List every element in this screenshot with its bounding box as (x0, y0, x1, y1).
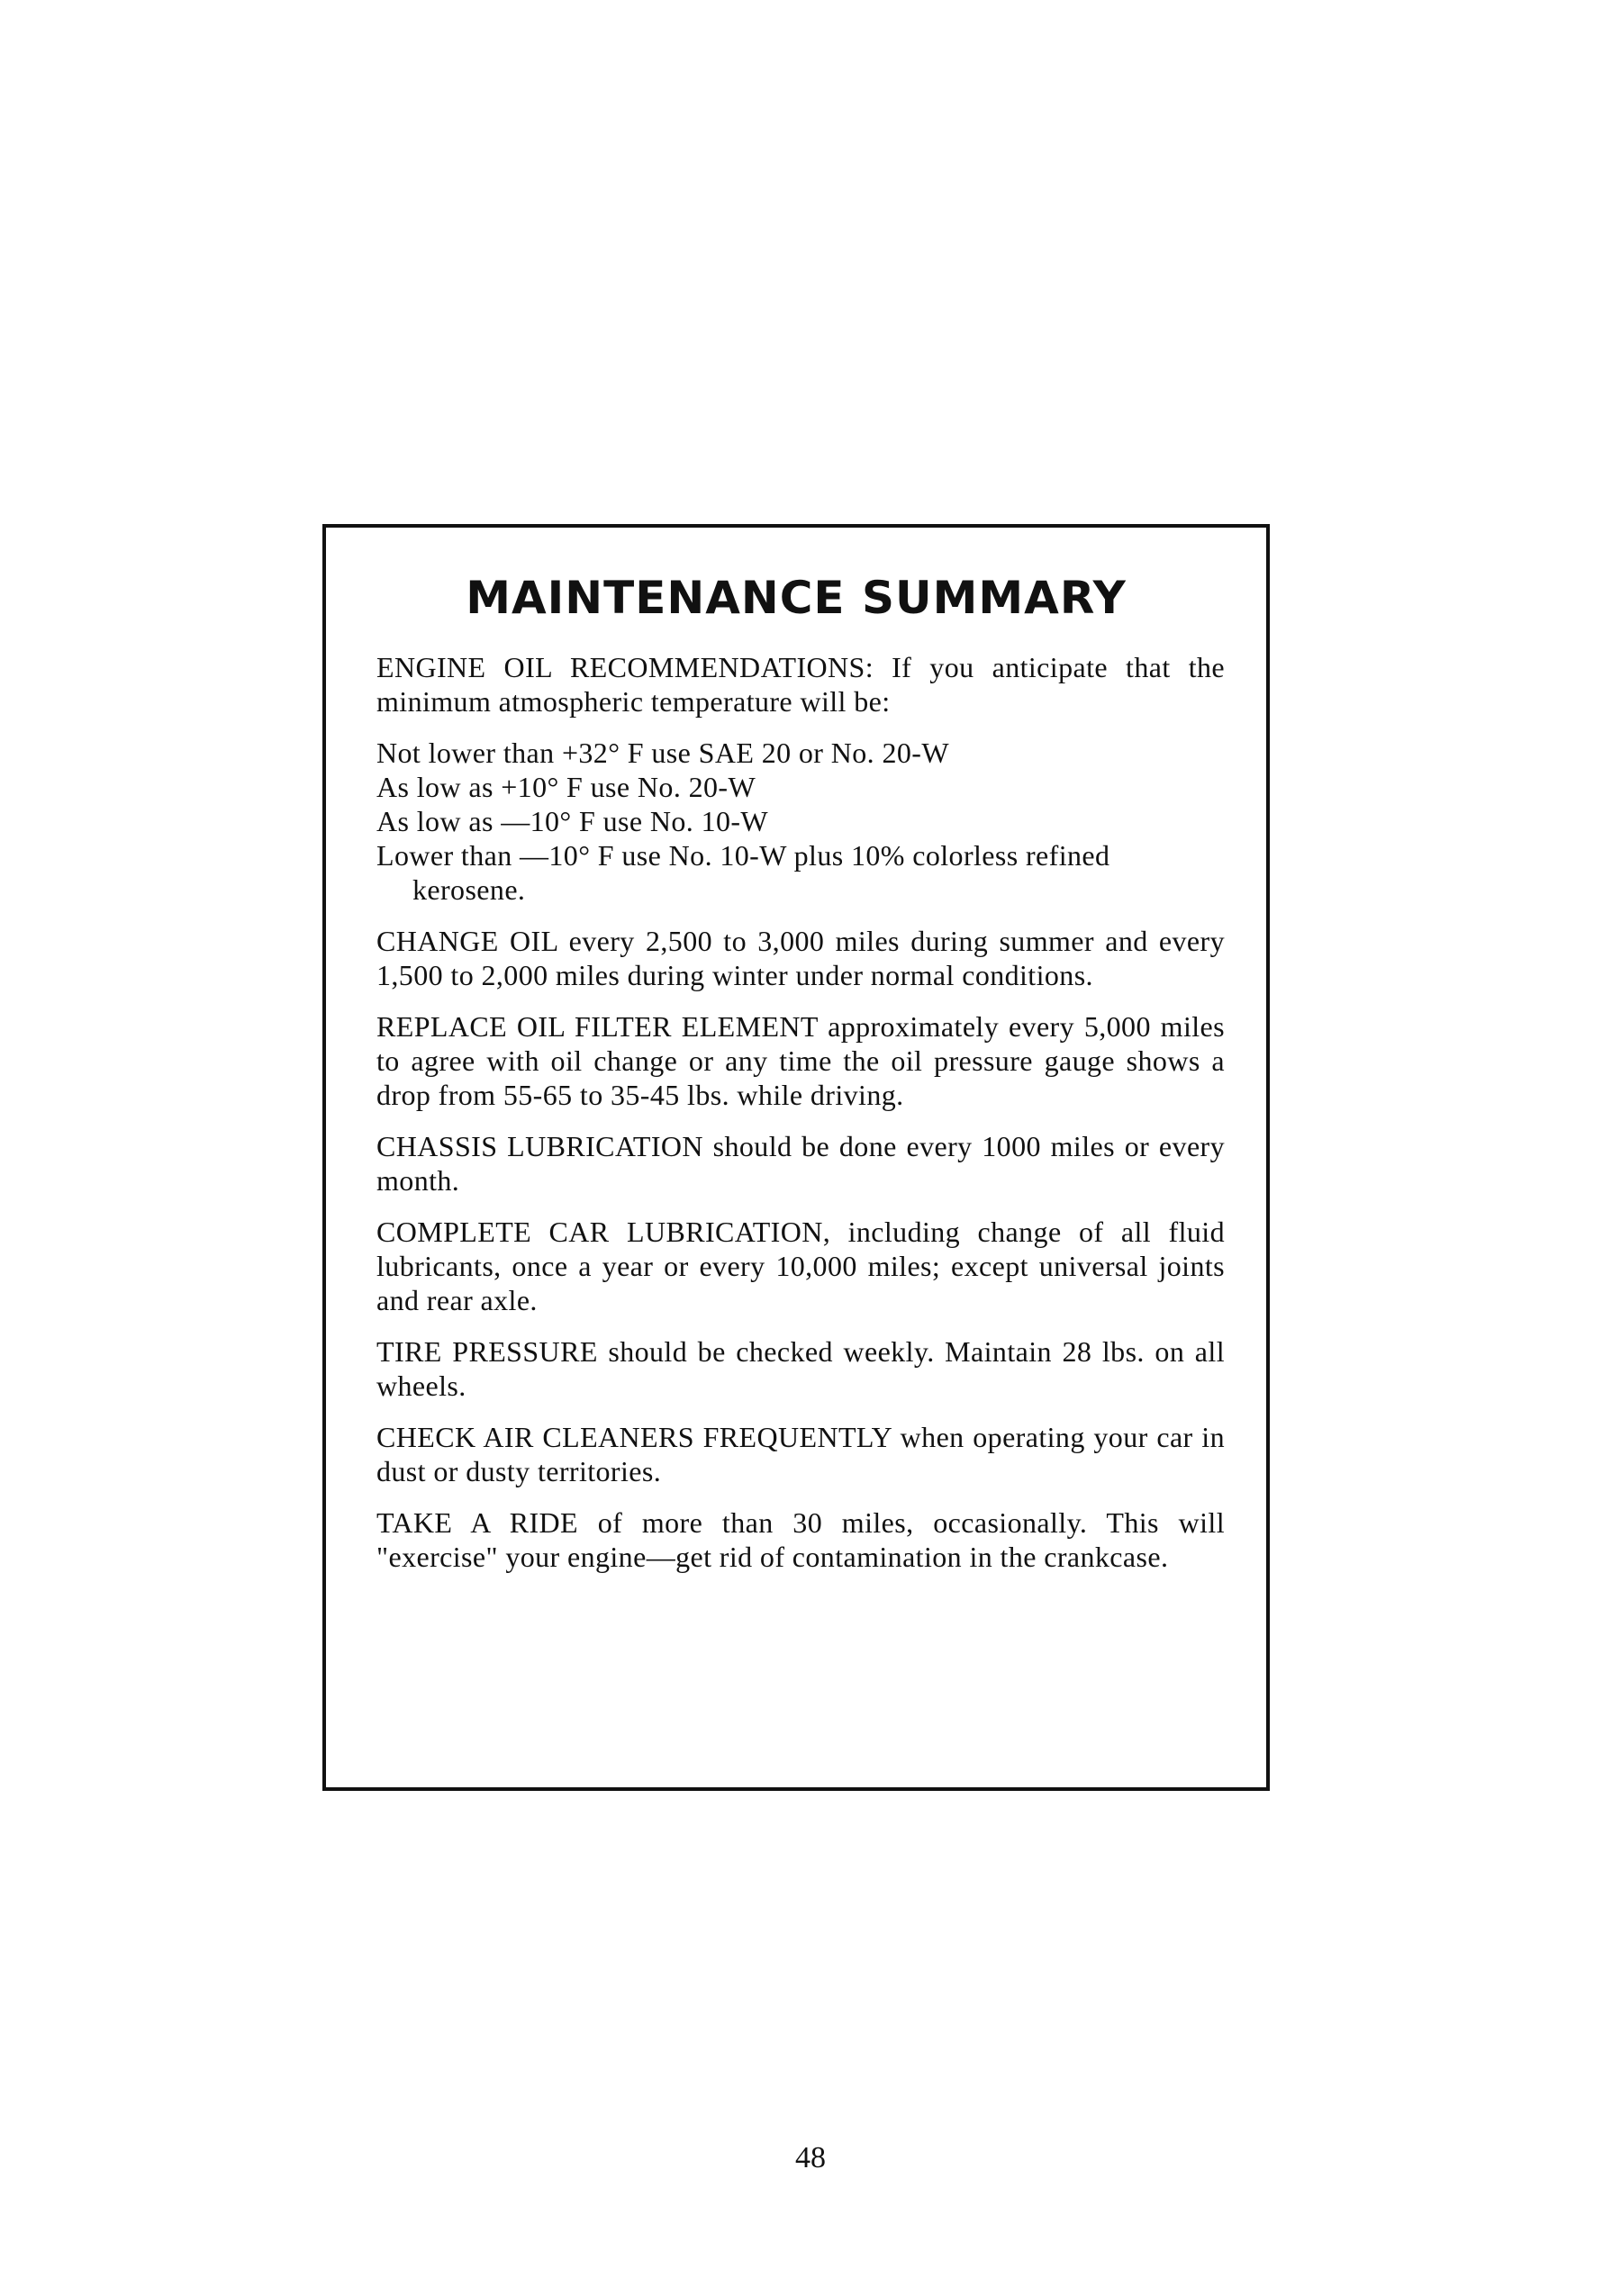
oil-filter-paragraph: REPLACE OIL FILTER ELEMENT approximately every 5,000 miles to agree with oil change or any time the oil pressure gauge shows a drop from 55-65 to 35-45 lbs. while driving. (376, 1010, 1225, 1111)
temperature-line: As low as +10° F use No. 20-W (376, 771, 756, 803)
page-title: MAINTENANCE SUMMARY (466, 572, 1127, 624)
page-number: 48 (795, 2141, 826, 2174)
complete-lubrication-paragraph: COMPLETE CAR LUBRICATION, including change of all fluid lubricants, once a year or every 10,000 miles; except universal joints and rear axle. (376, 1216, 1225, 1316)
temperature-line: Not lower than +32° F use SAE 20 or No. 20-W (376, 737, 949, 769)
temperature-line: As low as —10° F use No. 10-W (376, 805, 769, 837)
engine-oil-temperature-list (376, 736, 1225, 907)
air-cleaners-paragraph: CHECK AIR CLEANERS FREQUENTLY when operating your car in dust or dusty territories. (376, 1421, 1225, 1487)
tire-pressure-paragraph: TIRE PRESSURE should be checked weekly. Maintain 28 lbs. on all wheels. (376, 1335, 1225, 1402)
maintenance-summary-box (322, 524, 1270, 1791)
temperature-line: Lower than —10° F use No. 10-W plus 10% colorless refined kerosene. (376, 839, 1110, 906)
change-oil-paragraph: CHANGE OIL every 2,500 to 3,000 miles during summer and every 1,500 to 2,000 miles during winter under normal conditions. (376, 925, 1225, 991)
engine-oil-intro: ENGINE OIL RECOMMENDATIONS: If you anticipate that the minimum atmospheric temperature will be: (376, 651, 1225, 718)
summary-content (376, 650, 1225, 1591)
take-a-ride-paragraph: TAKE A RIDE of more than 30 miles, occasionally. This will "exercise" your engine—get rid of contamination in the crankcase. (376, 1506, 1225, 1573)
chassis-lubrication-paragraph: CHASSIS LUBRICATION should be done every 1000 miles or every month. (376, 1130, 1225, 1197)
